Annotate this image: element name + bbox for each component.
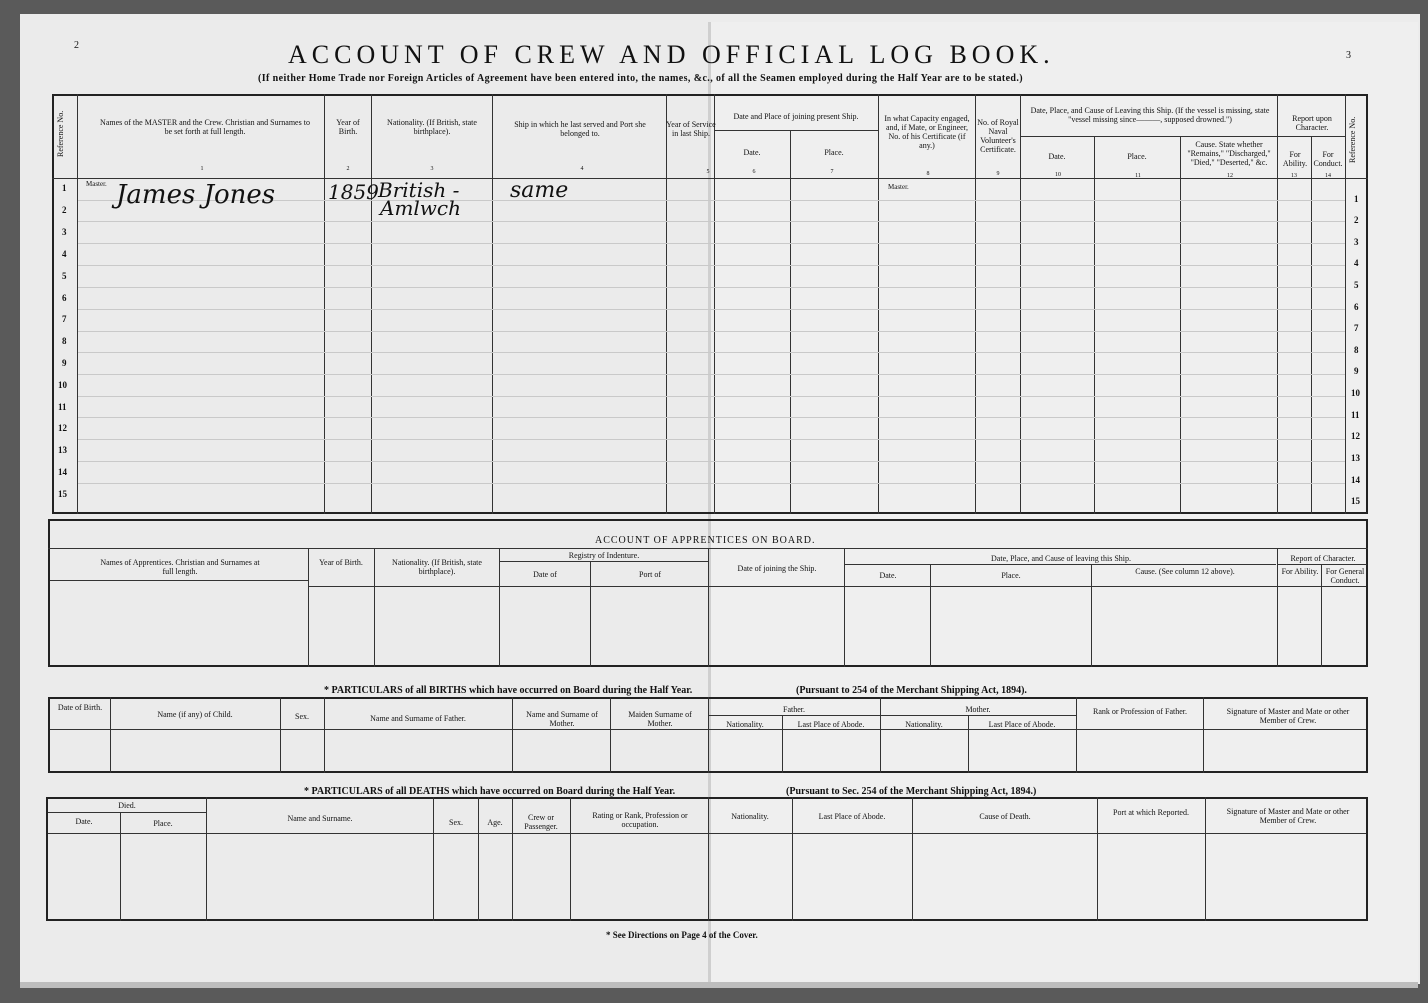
col-number: 14 (1325, 173, 1331, 179)
births-header-child-name: Name (if any) of Child. (157, 710, 233, 719)
births-header-mother: Mother. (965, 705, 991, 714)
row-number-right: 5 (1354, 280, 1359, 290)
deaths-header-signature: Signature of Master and Mate or other Member of Crew. (1226, 807, 1350, 825)
appr-header-report: Report of Character. (1290, 554, 1356, 563)
deaths-header-sex: Sex. (449, 818, 463, 827)
header-rnv-certificate: No. of Royal Naval Volunteer's Certificate. (977, 118, 1019, 154)
deaths-act: (Pursuant to Sec. 254 of the Merchant Shipping Act, 1894.) (786, 786, 1037, 797)
deaths-header-name: Name and Surname. (287, 814, 353, 823)
page-number-left: 2 (74, 40, 79, 51)
col-number: 11 (1135, 173, 1141, 179)
header-leave-date: Date. (1048, 152, 1066, 161)
appr-header-nationality: Nationality. (If British, state birthplace). (392, 558, 482, 576)
appr-header-conduct: For General Conduct. (1325, 567, 1365, 585)
row-number: 10 (58, 380, 67, 390)
row-number-right: 12 (1351, 431, 1360, 441)
crew-header-divider (52, 178, 1368, 179)
births-header-maiden: Maiden Surname of Mother. (628, 710, 692, 728)
header-leaving: Date, Place, and Cause of Leaving this Ship. (If the vessel is missing, state "vessel missing since———, supposed drowned.") (1030, 106, 1270, 124)
row-number: 1 (62, 183, 67, 193)
header-year-service: Year of Service in last Ship. (666, 120, 716, 138)
appr-header-names: Names of Apprentices. Christian and Surnames at full length. (100, 558, 260, 576)
col-number: 2 (346, 166, 350, 172)
deaths-header-cause: Cause of Death. (979, 812, 1031, 821)
row-number-right: 7 (1354, 323, 1359, 333)
appr-header-registry: Registry of Indenture. (568, 551, 640, 560)
row-number-right: 14 (1351, 475, 1360, 485)
row-number-right: 4 (1354, 258, 1359, 268)
deaths-title: * PARTICULARS of all DEATHS which have occurred on Board during the Half Year. (304, 786, 676, 797)
row-number: 2 (62, 205, 67, 215)
footer-note: * See Directions on Page 4 of the Cover. (606, 930, 758, 940)
appr-header-cause: Cause. (See column 12 above). (1135, 567, 1235, 576)
row-number-right: 3 (1354, 237, 1359, 247)
births-header-father-name: Name and Surname of Father. (370, 714, 466, 723)
deaths-header-crew: Crew or Passenger. (524, 813, 558, 831)
births-header-mother-name: Name and Surname of Mother. (526, 710, 598, 728)
col-number: 6 (752, 169, 756, 175)
row-number-right: 11 (1351, 410, 1360, 420)
row-number: 5 (62, 271, 67, 281)
row-number-right: 6 (1354, 302, 1359, 312)
row-number: 8 (62, 336, 67, 346)
handwritten-year-of-birth: 1859 (328, 180, 379, 204)
row-number-right: 1 (1354, 194, 1359, 204)
page-number-right: 3 (1346, 50, 1351, 61)
col-number: 8 (926, 171, 930, 177)
header-nationality: Nationality. (If British, state birthplace). (387, 118, 477, 136)
appr-header-port-of: Port of (639, 570, 661, 579)
appr-header-joining: Date of joining the Ship. (737, 564, 817, 573)
header-join-place: Place. (824, 148, 844, 157)
births-header-father-nationality: Nationality. (726, 720, 764, 729)
appr-header-place: Place. (1001, 571, 1021, 580)
header-leave-place: Place. (1127, 152, 1147, 161)
header-capacity: In what Capacity engaged, and, if Mate, or Engineer, No. of his Certificate (if any.) (884, 114, 970, 150)
col-number: 3 (430, 166, 434, 172)
handwritten-nationality-1: British - (378, 178, 460, 202)
births-title: * PARTICULARS of all BIRTHS which have occurred on Board during the Half Year. (324, 685, 693, 696)
col-number: 7 (830, 169, 834, 175)
page-title: ACCOUNT OF CREW AND OFFICIAL LOG BOOK. (288, 40, 1055, 69)
row-number-right: 10 (1351, 388, 1360, 398)
row-number-right: 8 (1354, 345, 1359, 355)
appr-header-leaving: Date, Place, and Cause of leaving this Ship. (991, 554, 1131, 563)
appr-header-year: Year of Birth. (319, 558, 363, 567)
header-joining: Date and Place of joining present Ship. (733, 112, 859, 121)
header-year-of-birth: Year of Birth. (336, 118, 360, 136)
appr-header-ability: For Ability. (1281, 567, 1319, 576)
col-number: 1 (200, 166, 204, 172)
deaths-header-place: Place. (153, 819, 173, 828)
col-number: 4 (580, 166, 584, 172)
row-number: 13 (58, 445, 67, 455)
header-reference-no-right: Reference No. (1348, 116, 1357, 164)
col-number: 5 (706, 169, 710, 175)
appr-header-date: Date. (879, 571, 897, 580)
births-header-sex: Sex. (295, 712, 309, 721)
row-number: 11 (58, 402, 67, 412)
row-number: 12 (58, 423, 67, 433)
header-names: Names of the MASTER and the Crew. Christian and Surnames to be set forth at full length. (100, 118, 310, 136)
row-number-right: 13 (1351, 453, 1360, 463)
row-number-right: 2 (1354, 215, 1359, 225)
row-number: 4 (62, 249, 67, 259)
births-header-mother-nationality: Nationality. (905, 720, 943, 729)
header-reference-no: Reference No. (56, 110, 65, 158)
births-header-father-abode: Last Place of Abode. (797, 720, 865, 729)
births-header-mother-abode: Last Place of Abode. (988, 720, 1056, 729)
handwritten-last-ship: same (510, 178, 569, 203)
row-number: 3 (62, 227, 67, 237)
page-subtitle: (If neither Home Trade nor Foreign Articles of Agreement have been entered into, the names, &c., of all the Seamen employed during the Half Year are to be stated.) (258, 73, 1024, 84)
deaths-header-rating: Rating or Rank, Profession or occupation. (592, 811, 688, 829)
header-join-date: Date. (743, 148, 761, 157)
deaths-header-died: Died. (118, 801, 136, 810)
row-number-right: 9 (1354, 366, 1359, 376)
row-number-right: 15 (1351, 496, 1360, 506)
handwritten-master-name: James Jones (116, 180, 276, 210)
col-number: 10 (1055, 172, 1061, 178)
births-act: (Pursuant to 254 of the Merchant Shipping Act, 1894). (796, 685, 1027, 696)
births-header-date: Date of Birth. (57, 703, 103, 712)
page-edge (20, 982, 1418, 988)
capacity-master: Master. (888, 183, 909, 191)
deaths-header-abode: Last Place of Abode. (818, 812, 886, 821)
row-number: 6 (62, 293, 67, 303)
col-number: 9 (996, 171, 1000, 177)
header-ability: For Ability. (1282, 150, 1308, 168)
deaths-header-date: Date. (75, 817, 93, 826)
deaths-header-age: Age. (487, 818, 503, 827)
row-number: 15 (58, 489, 67, 499)
col-number: 13 (1291, 173, 1297, 179)
header-cause: Cause. State whether "Remains," "Discharged," "Died," "Deserted," &c. (1187, 140, 1271, 167)
header-last-ship: Ship in which he last served and Port she belonged to. (514, 120, 646, 138)
master-label: Master. (86, 180, 107, 188)
row-number: 7 (62, 314, 67, 324)
handwritten-nationality-2: Amlwch (380, 196, 462, 220)
header-report: Report upon Character. (1292, 114, 1332, 132)
births-header-rank: Rank or Profession of Father. (1093, 707, 1187, 716)
row-number: 9 (62, 358, 67, 368)
header-conduct: For Conduct. (1313, 150, 1343, 168)
col-number: 12 (1227, 173, 1233, 179)
apprentices-title: ACCOUNT OF APPRENTICES ON BOARD. (595, 535, 816, 546)
row-number: 14 (58, 467, 67, 477)
deaths-header-port: Port at which Reported. (1113, 808, 1189, 817)
appr-header-date-of: Date of (533, 570, 557, 579)
births-header-father: Father. (783, 705, 805, 714)
births-header-signature: Signature of Master and Mate or other Member of Crew. (1226, 707, 1350, 725)
deaths-header-nationality: Nationality. (731, 812, 769, 821)
